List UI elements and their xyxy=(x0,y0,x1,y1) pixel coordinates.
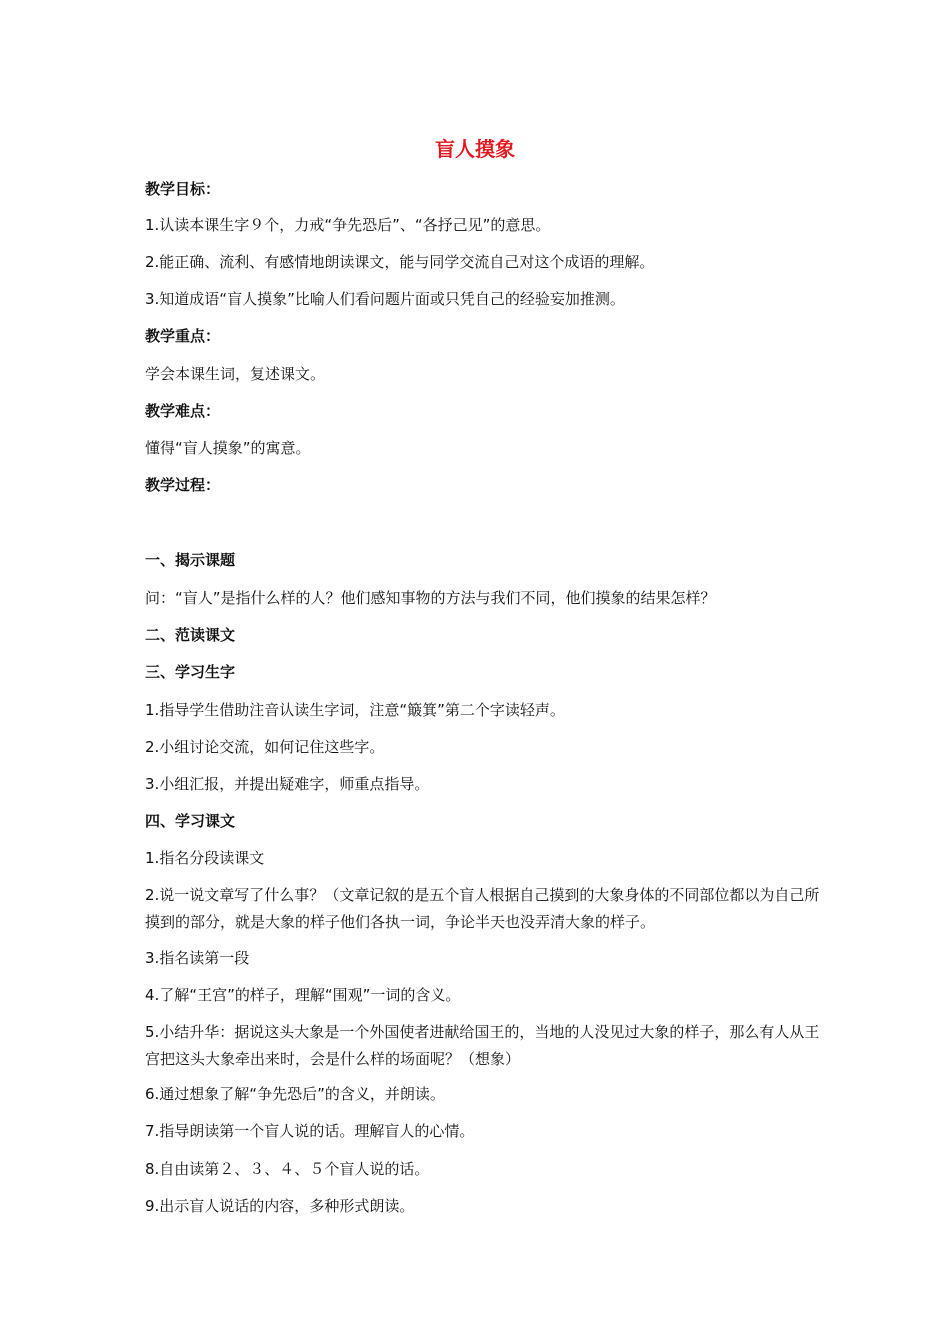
section-4-item-8: 8.自由读第２、３、４、５个盲人说的话。 xyxy=(145,1160,430,1178)
section-3-item-1: 1.指导学生借助注音认读生字词，注意“簸箕”第二个字读轻声。 xyxy=(145,701,565,719)
section-2-heading: 二、范读课文 xyxy=(145,626,236,644)
document-title: 盲人摸象 xyxy=(435,137,515,161)
difficulty-text: 懂得“盲人摸象”的寓意。 xyxy=(145,439,311,457)
key-points-heading: 教学重点： xyxy=(145,327,221,345)
section-4-item-6: 6.通过想象了解“争先恐后”的含义，并朗读。 xyxy=(145,1085,445,1103)
section-4-heading: 四、学习课文 xyxy=(145,812,236,830)
section-4-item-3: 3.指名读第一段 xyxy=(145,949,250,967)
section-4-item-5: 5.小结升华：据说这头大象是一个外国使者进献给国王的，当地的人没见过大象的样子，那么有人从王宫把这头大象牵出来时，会是什么样的场面呢？（想象） xyxy=(145,1023,820,1068)
section-1-text: 问：“盲人”是指什么样的人？他们感知事物的方法与我们不同，他们摸象的结果怎样？ xyxy=(145,589,716,607)
section-4-item-7: 7.指导朗读第一个盲人说的话。理解盲人的心情。 xyxy=(145,1122,475,1140)
difficulty-heading: 教学难点： xyxy=(145,402,221,420)
goals-heading: 教学目标： xyxy=(145,180,221,198)
goal-item-3: 3.知道成语“盲人摸象”比喻人们看问题片面或只凭自己的经验妄加推测。 xyxy=(145,290,625,308)
goal-item-2: 2.能正确、流利、有感情地朗读课文，能与同学交流自己对这个成语的理解。 xyxy=(145,253,655,271)
section-4-item-9: 9.出示盲人说话的内容，多种形式朗读。 xyxy=(145,1197,415,1215)
section-3-item-3: 3.小组汇报，并提出疑难字，师重点指导。 xyxy=(145,775,430,793)
key-points-text: 学会本课生词，复述课文。 xyxy=(145,365,326,383)
goal-item-1: 1.认读本课生字９个，力戒“争先恐后”、“各抒己见”的意思。 xyxy=(145,216,551,234)
section-4-item-2: 2.说一说文章写了什么事？（文章记叙的是五个盲人根据自己摸到的大象身体的不同部位都以为自己所摸到的部分，就是大象的样子他们各执一词，争论半天也没弄清大象的样子。 xyxy=(145,886,820,931)
section-1-heading: 一、揭示课题 xyxy=(145,551,236,569)
process-heading: 教学过程： xyxy=(145,476,221,494)
section-3-item-2: 2.小组讨论交流，如何记住这些字。 xyxy=(145,738,385,756)
section-3-heading: 三、学习生字 xyxy=(145,663,236,681)
section-4-item-1: 1.指名分段读课文 xyxy=(145,849,265,867)
section-4-item-4: 4.了解“王宫”的样子，理解“围观”一词的含义。 xyxy=(145,986,461,1004)
